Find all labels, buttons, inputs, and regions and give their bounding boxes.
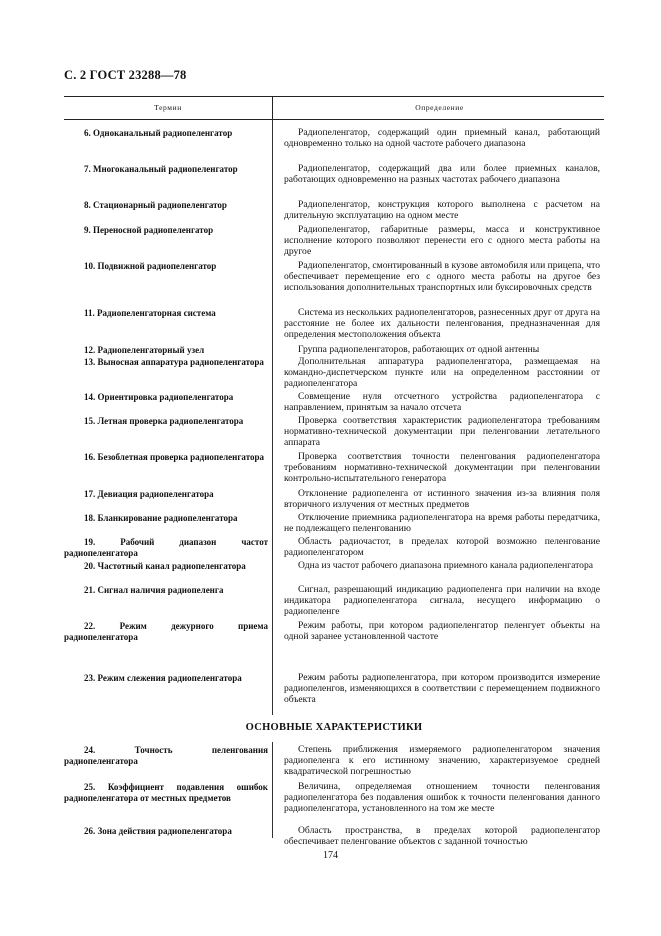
term-text: 14. Ориентировка радиопеленгатора — [84, 392, 234, 402]
definition-text: Режим работы, при котором радиопеленгатор пеленгует объекты на одной заранее установленной частоте — [284, 620, 600, 642]
page-header: С. 2 ГОСТ 23288—78 — [64, 68, 187, 82]
definition-text: Величина, определяемая отношением точности пеленгования радиопеленгатора без подавления ошибок к точности пеленгования данного радиопеленгатора, установленного на том же месте — [284, 781, 600, 814]
term-text: 8. Стационарный радиопеленгатор — [84, 200, 227, 210]
definition-text: Совмещение нуля отсчетного устройства радиопеленгатора с направлением, принятым за начало отсчета — [284, 391, 600, 413]
term-text: 9. Переносной радиопеленгатор — [84, 225, 214, 235]
term-text: 25. Коэффициент подавления ошибок радиопеленгатора от местных предметов — [64, 782, 268, 803]
term-text: 6. Одноканальный радиопеленгатор — [84, 128, 233, 138]
term-text: 10. Подвижной радиопеленгатор — [84, 261, 217, 271]
definition-text: Радиопеленгатор, содержащий один приемный канал, работающий одновременно только на одной частоте рабочего диапазона — [284, 127, 600, 149]
term-text: 12. Радиопеленгаторный узел — [84, 345, 205, 355]
definition-text: Отключение приемника радиопеленгатора на время работы передатчика, не подлежащего пеленгованию — [284, 512, 600, 534]
definition-text: Радиопеленгатор, габаритные размеры, масса и конструктивное исполнение которого позволяют перенести его с одного места работы на другое — [284, 224, 600, 257]
term-text: 17. Девиация радиопеленгатора — [84, 489, 214, 499]
table-header — [64, 96, 604, 120]
definition-text: Степень приближения измеряемого радиопеленгатором значения радиопеленга к его истинному значению, характеризуемое средней квадратической погрешностью — [284, 744, 600, 777]
definition-text: Область радиочастот, в пределах которой возможно пеленгование радиопеленгатором — [284, 536, 600, 558]
term-text: 21. Сигнал наличия радиопеленга — [84, 585, 224, 595]
term-text: 18. Бланкирование радиопеленгатора — [84, 513, 238, 523]
term-text: 20. Частотный канал радиопеленгатора — [84, 561, 246, 571]
definition-text: Область пространства, в пределах которой радиопеленгатор обеспечивает пеленгование объектов с заданной точностью — [284, 825, 600, 847]
definition-text: Радиопеленгатор, конструкция которого выполнена с расчетом на длительную эксплуатацию на одном месте — [284, 199, 600, 221]
definition-text: Одна из частот рабочего диапазона приемного канала радиопеленгатора — [298, 560, 593, 571]
term-text: 23. Режим слежения радиопеленгатора — [84, 673, 242, 683]
page-number: 174 — [323, 850, 338, 861]
term-text: 26. Зона действия радиопеленгатора — [84, 826, 232, 836]
definition-text: Проверка соответствия характеристик радиопеленгатора требованиям нормативно-технической документации при пеленговании летательного аппарата — [284, 415, 600, 448]
definition-text: Группа радиопеленгаторов, работающих от одной антенны — [298, 344, 540, 355]
term-text: 24. Точность пеленгования радиопеленгатора — [64, 745, 268, 766]
term-text: 22. Режим дежурного приема радиопеленгатора — [64, 621, 268, 642]
definition-text: Радиопеленгатор, смонтированный в кузове автомобиля или прицепа, что обеспечивает перемещение его с одного места работы на другое без использования дополнительных транспортных или буксировочных средств — [284, 260, 600, 293]
definition-text: Сигнал, разрешающий индикацию радиопеленга при наличии на входе индикатора радиопеленгатора сигнала, несущего информацию о радиопеленге — [284, 584, 600, 617]
definition-text: Система из нескольких радиопеленгаторов, разнесенных друг от друга на расстояние не более их дальности пеленгования, предназначенная для определения местоположения объекта — [284, 307, 600, 340]
definition-text: Дополнительная аппаратура радиопеленгатора, размещаемая на командно-диспетчерском пункте или на определенном расстоянии от радиопеленгатора — [284, 356, 600, 389]
definition-text: Проверка соответствия точности пеленгования радиопеленгатора требованиям нормативно-технической документации при пеленговании контрольно-испытательного генератора — [284, 451, 600, 484]
term-text: 13. Выносная аппаратура радиопеленгатора — [84, 357, 264, 367]
definition-text: Радиопеленгатор, содержащий два или более приемных каналов, работающих одновременно на разных частотах рабочего диапазона — [284, 163, 600, 185]
definition-text: Отклонение радиопеленга от истинного значения из-за влияния поля вторичного излучения от местных предметов — [284, 488, 600, 510]
term-text: 16. Безоблетная проверка радиопеленгатора — [84, 452, 264, 462]
term-text: 7. Многоканальный радиопеленгатор — [84, 164, 238, 174]
section-title: ОСНОВНЫЕ ХАРАКТЕРИСТИКИ — [245, 722, 423, 733]
term-text: 19. Рабочий диапазон частот радиопеленгатора — [64, 537, 268, 558]
column-header-term: Термин — [154, 103, 182, 112]
column-divider-upper — [272, 119, 273, 715]
column-divider-lower — [272, 742, 273, 838]
column-header-definition: Определение — [415, 103, 464, 112]
term-text: 15. Летная проверка радиопеленгатора — [84, 416, 244, 426]
definition-text: Режим работы радиопеленгатора, при котором производится измерение радиопеленгов, изменяющихся в соответствии с перемещением подвижного объекта — [284, 672, 600, 705]
term-text: 11. Радиопеленгаторная система — [84, 308, 216, 318]
header-divider — [272, 97, 273, 119]
